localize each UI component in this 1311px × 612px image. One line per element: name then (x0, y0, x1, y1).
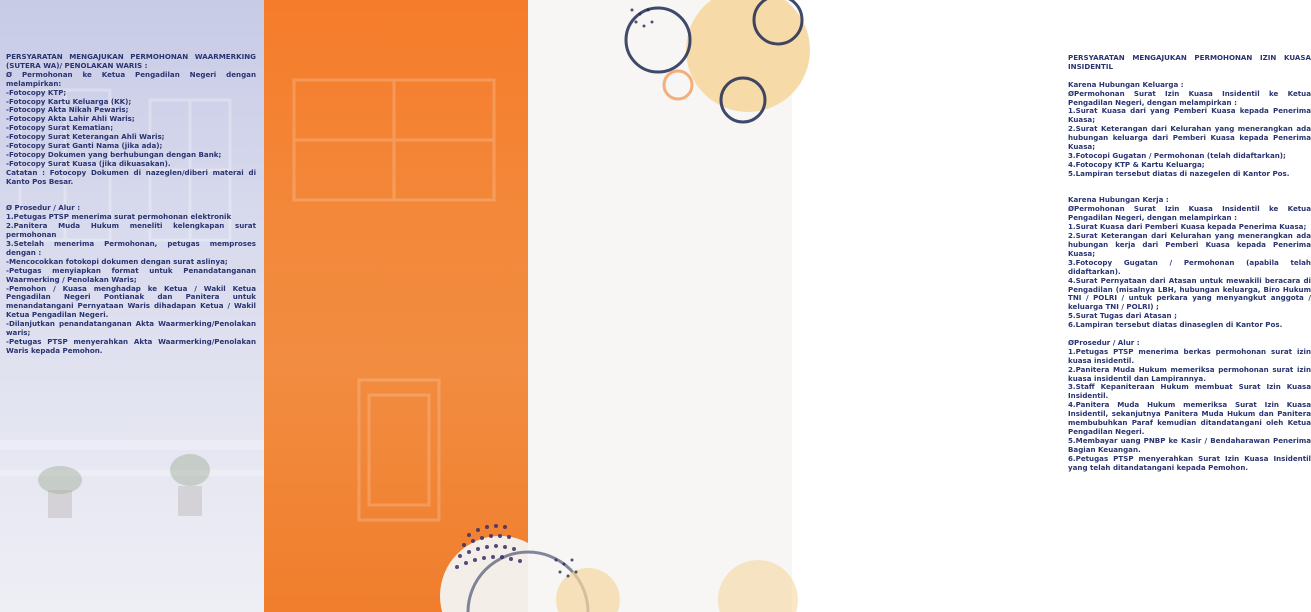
waarmerking-requirement-item: -Fotocopy Kartu Keluarga (KK); (6, 96, 132, 106)
waarmerking-requirement-item: -Fotocopy Dokumen yang berhubungan dengan Bank; (6, 149, 222, 159)
waarmerking-requirement-item: -Fotocopy KTP; (6, 87, 67, 97)
waarmerking-procedure-step: -Petugas menyiapkan format untuk Penandatanganan Waarmerking / Penolakan Waris; (6, 265, 256, 284)
waarmerking-procedure-step: 2.Panitera Muda Hukum meneliti kelengkapan surat permohonan (6, 221, 256, 240)
family-item: 4.Fotocopy KTP & Kartu Keluarga; (1068, 159, 1205, 169)
waarmerking-title: PERSYARATAN MENGAJUKAN PERMOHONAN WAARMERKING (SUTERA WA)/ PENOLAKAN WARIS : (6, 52, 256, 70)
family-item: 1.Surat Kuasa dari yang Pemberi Kuasa kepada Penerima Kuasa; (1068, 106, 1311, 125)
kuasa-procedure-title: ØProsedur / Alur : (1068, 337, 1140, 347)
work-item: 6.Lampiran tersebut diatas dinaseglen di Kantor Pos. (1068, 320, 1283, 330)
middle-panel (264, 0, 528, 612)
waarmerking-requirement-item: -Fotocopy Akta Nikah Pewaris; (6, 105, 129, 115)
middle-background-graphic (264, 0, 528, 612)
waarmerking-procedure-step: -Pemohon / Kuasa menghadap ke Ketua / Wakil Ketua Pengadilan Negeri Pontianak dan Panitera untuk menandatangani Pernyataan Waris dihadapan Ketua / Wakil Ketua Pengadilan Negeri. (6, 283, 256, 320)
waarmerking-procedure-step: -Mencocokkan fotokopi dokumen dengan surat aslinya; (6, 256, 228, 266)
family-item: 2.Surat Keterangan dari Kelurahan yang menerangkan ada hubungan keluarga dari Pemberi Kuasa kepada Penerima Kuasa; (1068, 124, 1311, 152)
kuasa-procedure-step: 3.Staff Kepaniteraan Hukum membuat Surat Izin Kuasa Insidentil. (1068, 382, 1311, 401)
work-item: 5.Surat Tugas dari Atasan ; (1068, 311, 1177, 321)
waarmerking-requirement-item: -Fotocopy Surat Keterangan Ahli Waris; (6, 132, 165, 142)
waarmerking-procedure-step: 1.Petugas PTSP menerima surat permohonan elektronik (6, 212, 232, 222)
waarmerking-requirement-item: -Fotocopy Surat Ganti Nama (jika ada); (6, 141, 163, 151)
waarmerking-requirement-item: Ø Permohonan ke Ketua Pengadilan Negeri dengan melampirkan: (6, 69, 256, 88)
kuasa-insidentil-title: PERSYARATAN MENGAJUKAN PERMOHONAN IZIN KUASA INSIDENTIL (1068, 53, 1311, 71)
family-item: ØPermohonan Surat Izin Kuasa Insidentil ke Ketua Pengadilan Negeri, dengan melampirkan : (1068, 88, 1311, 107)
work-relationship-title: Karena Hubungan Kerja : (1068, 195, 1169, 205)
waarmerking-procedure-title: Ø Prosedur / Alur : (6, 203, 81, 213)
waarmerking-requirement-item: -Fotocopy Surat Kematian; (6, 123, 114, 133)
family-relationship-title: Karena Hubungan Keluarga : (1068, 79, 1184, 89)
family-item: 5.Lampiran tersebut diatas di nazegelen di Kantor Pos. (1068, 168, 1290, 178)
waarmerking-requirement-item: -Fotocopy Akta Lahir Ahli Waris; (6, 114, 135, 124)
waarmerking-requirement-item: -Fotocopy Surat Kuasa (jika dikuasakan). (6, 158, 171, 168)
kuasa-procedure-step: 4.Panitera Muda Hukum memeriksa Surat Izin Kuasa Insidentil, sekanjutnya Panitera Muda Hukum dan Panitera membubuhkan Paraf kemudian ditandatangani oleh Ketua Pengadilan Negeri. (1068, 400, 1311, 436)
waarmerking-procedure-step: -Dilanjutkan penandatanganan Akta Waarmerking/Penolakan waris; (6, 319, 256, 338)
work-item: 3.Fotocopy Gugatan / Permohonan (apabila telah didaftarkan). (1068, 257, 1311, 276)
waarmerking-procedure-step: 3.Setelah menerima Permohonan, petugas memproses dengan : (6, 239, 256, 257)
kuasa-procedure-step: 6.Petugas PTSP menyerahkan Surat Izin Kuasa Insidentil yang telah ditandatangani kepada Pemohon. (1068, 453, 1311, 472)
work-item: 4.Surat Pernyataan dari Atasan untuk mewakili beracara di Pengadilan (misalnya LBH, hubungan keluarga, Biro Hukum TNI / POLRI / untuk perkara yang menyangkut anggota / keluarga TNI / POLRI) ; (1068, 275, 1311, 312)
waarmerking-section (6, 53, 256, 356)
kuasa-insidentil-section (1068, 54, 1311, 473)
work-item: ØPermohonan Surat Izin Kuasa Insidentil ke Ketua Pengadilan Negeri, dengan melampirkan : (1068, 204, 1311, 223)
work-item: 1.Surat Kuasa dari Pemberi Kuasa kepada Penerima Kuasa; (1068, 222, 1307, 232)
family-item: 3.Fotocopi Gugatan / Permohonan (telah didaftarkan); (1068, 150, 1286, 160)
kuasa-procedure-step: 1.Petugas PTSP menerima berkas permohonan surat izin kuasa insidentil. (1068, 346, 1311, 365)
waarmerking-procedure-step: -Petugas PTSP menyerahkan Akta Waarmerking/Penolakan Waris kepada Pemohon. (6, 336, 256, 355)
kuasa-procedure-step: 5.Membayar uang PNBP ke Kasir / Bendaharawan Penerima Bagian Keuangan. (1068, 435, 1311, 454)
left-panel (0, 0, 264, 612)
kuasa-procedure-step: 2.Panitera Muda Hukum memeriksa permohonan surat izin kuasa insidentil dan Lampirannya. (1068, 364, 1311, 383)
waarmerking-note: Catatan : Fotocopy Dokumen di nazeglen/diberi materai di Kanto Pos Besar. (6, 167, 256, 186)
right-decorative-circles (528, 0, 792, 612)
work-item: 2.Surat Keterangan dari Kelurahan yang menerangkan ada hubungan kerja dari Pemberi Kuasa kepada Penerima Kuasa; (1068, 231, 1311, 258)
right-panel (528, 0, 1311, 612)
